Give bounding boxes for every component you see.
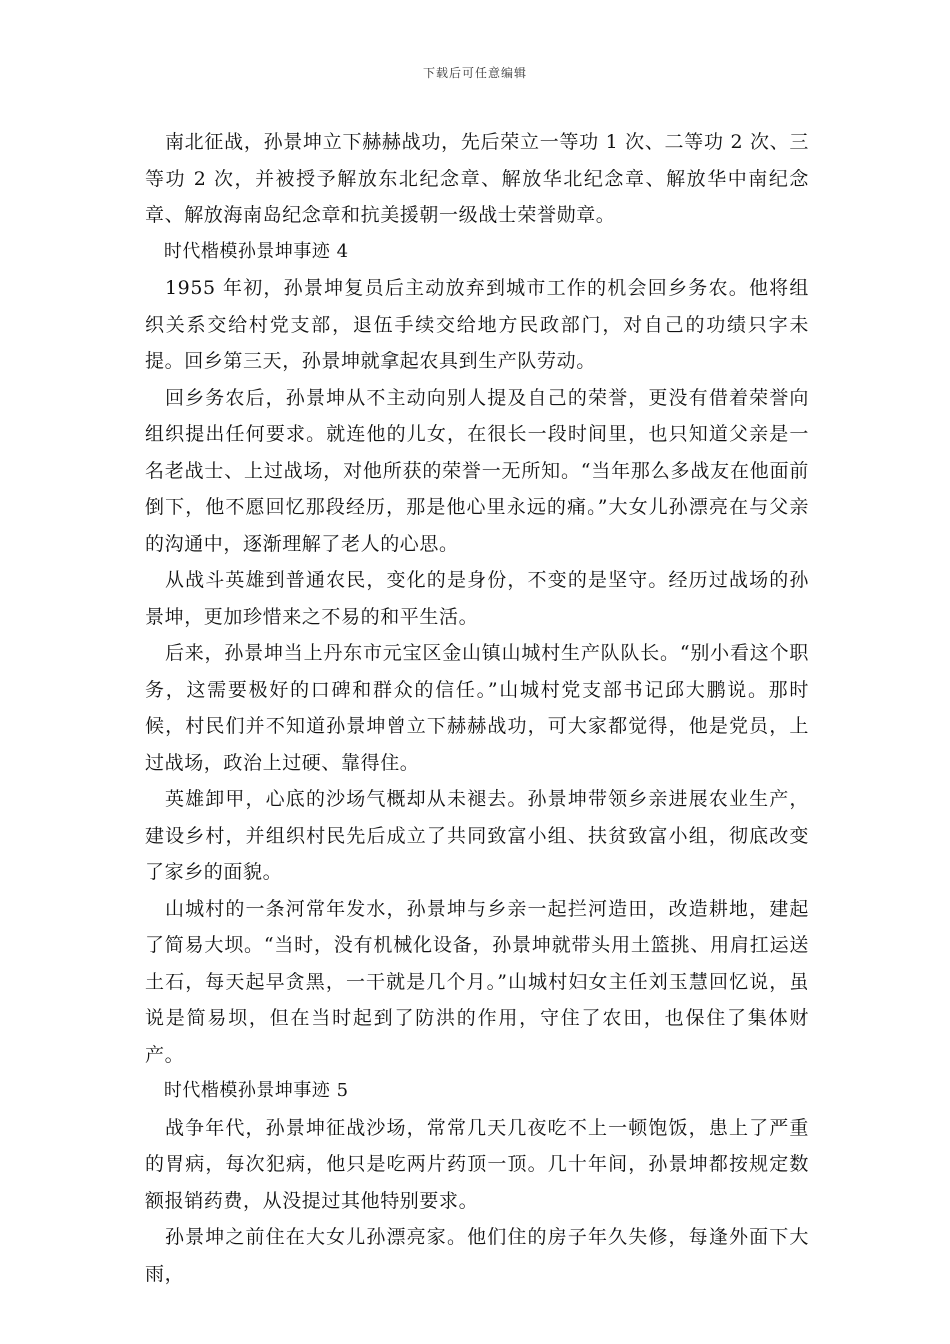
paragraph-5: 后来，孙景坤当上丹东市元宝区金山镇山城村生产队队长。“别小看这个职务，这需要极好的口碑和群众的信任。”山城村党支部书记邱大鹏说。那时候，村民们并不知道孙景坤曾立下赫赫战功，可大家都觉得，他是党员，上过战场，政治上过硬、靠得住。 [145,642,809,774]
paragraph-9: 孙景坤之前住在大女儿孙漂亮家。他们住的房子年久失修，每逢外面下大雨， [145,1226,809,1285]
paragraph-8: 战争年代，孙景坤征战沙场，常常几天几夜吃不上一顿饱饭，患上了严重的胃病，每次犯病，他只是吃两片药顶一顶。几十年间，孙景坤都按规定数额报销药费，从没提过其他特别要求。 [145,1116,809,1212]
paragraph-3: 回乡务农后，孙景坤从不主动向别人提及自己的荣誉，更没有借着荣誉向组织提出任何要求。就连他的儿女，在很长一段时间里，也只知道父亲是一名老战士、上过战场，对他所获的荣誉一无所知。“当年那么多战友在他面前倒下，他不愿回忆那段经历，那是他心里永远的痛。”大女儿孙漂亮在与父亲的沟通中，逐渐理解了老人的心思。 [145,386,809,555]
paragraph-2: 1955 年初，孙景坤复员后主动放弃到城市工作的机会回乡务农。他将组织关系交给村党支部，退伍手续交给地方民政部门，对自己的功绩只字未提。回乡第三天，孙景坤就拿起农具到生产队劳动。 [145,277,809,372]
section-heading-5: 时代楷模孙景坤事迹 5 [163,1080,349,1101]
paragraph-1: 南北征战，孙景坤立下赫赫战功，先后荣立一等功 1 次、二等功 2 次、三等功 2 次，并被授予解放东北纪念章、解放华北纪念章、解放华中南纪念章、解放海南岛纪念章和抗美援朝一级战士荣誉勋章。 [145,131,809,226]
page-header: 下载后可任意编辑 [422,66,527,80]
paragraph-7: 山城村的一条河常年发水，孙景坤与乡亲一起拦河造田，改造耕地，建起了简易大坝。“当时，没有机械化设备，孙景坤就带头用土篮挑、用肩扛运送土石，每天起早贪黑，一干就是几个月。”山城村妇女主任刘玉慧回忆说，虽说是简易坝，但在当时起到了防洪的作用，守住了农田，也保住了集体财产。 [145,897,809,1066]
section-heading-4: 时代楷模孙景坤事迹 4 [163,240,349,262]
paragraph-4: 从战斗英雄到普通农民，变化的是身份，不变的是坚守。经历过战场的孙景坤，更加珍惜来之不易的和平生活。 [145,569,809,628]
paragraph-6: 英雄卸甲，心底的沙场气概却从未褪去。孙景坤带领乡亲进展农业生产，建设乡村，并组织村民先后成立了共同致富小组、扶贫致富小组，彻底改变了家乡的面貌。 [145,788,809,883]
document-body [145,124,809,1292]
